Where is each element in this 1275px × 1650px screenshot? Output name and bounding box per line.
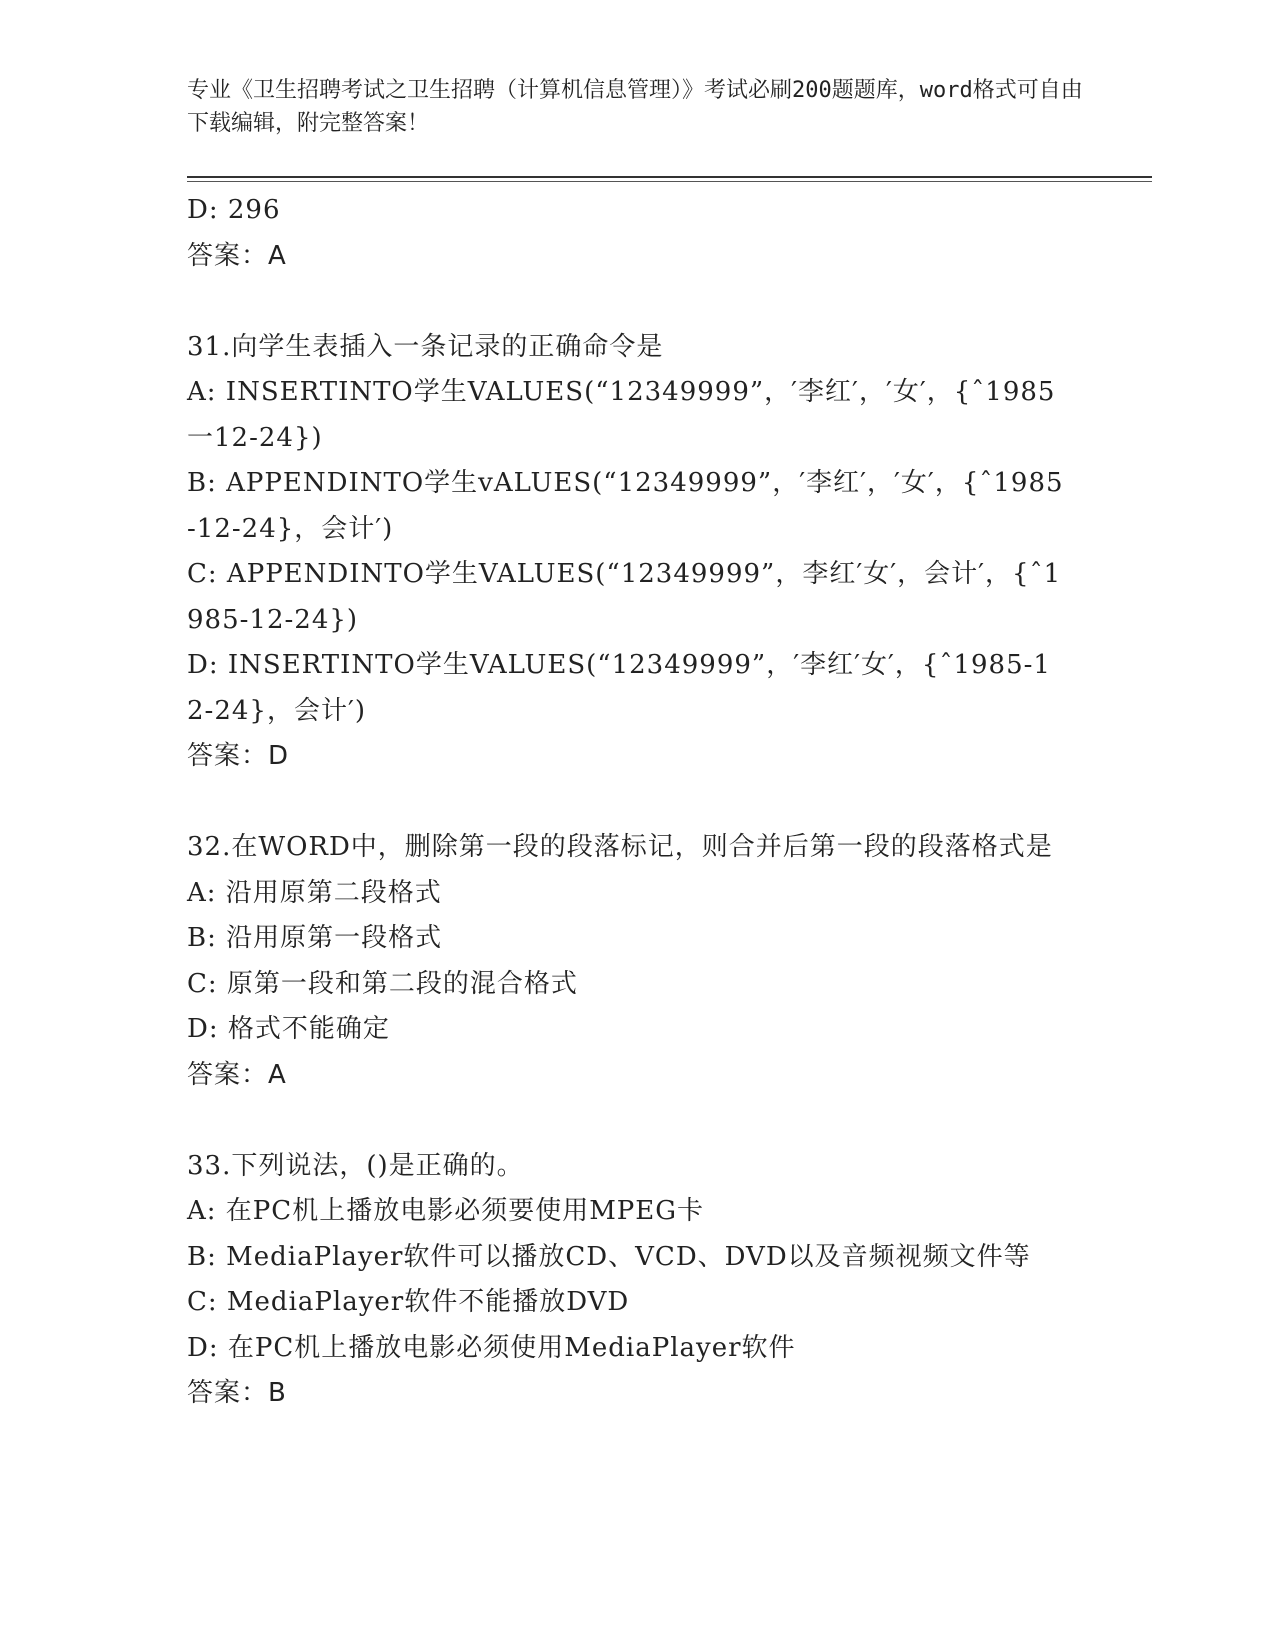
spacer: [187, 780, 1067, 826]
option-b: B: 沿用原第一段格式: [187, 923, 443, 953]
option-a: A: INSERTINTO学生VALUES(“12349999”，′李红′，′女′，{ˆ1985一12-24}): [187, 377, 1056, 453]
option-a: A: 在PC机上播放电影必须要使用MPEG卡: [187, 1196, 705, 1226]
header-rule-thick: [187, 176, 1152, 178]
answer-line: 答案：A: [187, 1059, 287, 1090]
option-d: D: 在PC机上播放电影必须使用MediaPlayer软件: [187, 1332, 796, 1363]
spacer: [187, 1098, 1067, 1144]
previous-question-tail: [187, 188, 1067, 279]
document-body: [187, 188, 1067, 1417]
question-text: 32.在WORD中，删除第一段的段落标记，则合并后第一段的段落格式是: [187, 832, 1053, 862]
option-c: C: APPENDINTO学生VALUES(“12349999”，李红′女′，会计′，{ˆ1985-12-24}): [187, 559, 1062, 635]
option-d: D: INSERTINTO学生VALUES(“12349999”，′李红′女′，{ˆ1985-12-24}，会计′): [187, 650, 1051, 726]
question-text: 31.向学生表插入一条记录的正确命令是: [187, 331, 664, 362]
option-d: D: 296: [187, 195, 281, 225]
question-31: [187, 325, 1067, 780]
question-33: [187, 1144, 1067, 1417]
answer-line: 答案：B: [187, 1378, 287, 1408]
answer-line: 答案：D: [187, 741, 290, 771]
question-text: 33.下列说法，()是正确的。: [187, 1150, 524, 1181]
option-b: B: MediaPlayer软件可以播放CD、VCD、DVD以及音频视频文件等: [187, 1241, 1031, 1272]
option-b: B: APPENDINTO学生vALUES(“12349999”，′李红′，′女′，{ˆ1985-12-24}，会计′): [187, 468, 1064, 544]
option-c: C: MediaPlayer软件不能播放DVD: [187, 1287, 630, 1317]
document-header: 专业《卫生招聘考试之卫生招聘（计算机信息管理）》考试必刷200题题库，word格式可自由下载编辑，附完整答案！: [187, 78, 1083, 136]
header-rule-thin: [187, 181, 1152, 182]
option-c: C: 原第一段和第二段的混合格式: [187, 968, 578, 999]
answer-line: 答案：A: [187, 240, 287, 271]
option-d: D: 格式不能确定: [187, 1014, 390, 1044]
question-32: [187, 825, 1067, 1098]
option-a: A: 沿用原第二段格式: [187, 877, 442, 908]
spacer: [187, 279, 1067, 325]
